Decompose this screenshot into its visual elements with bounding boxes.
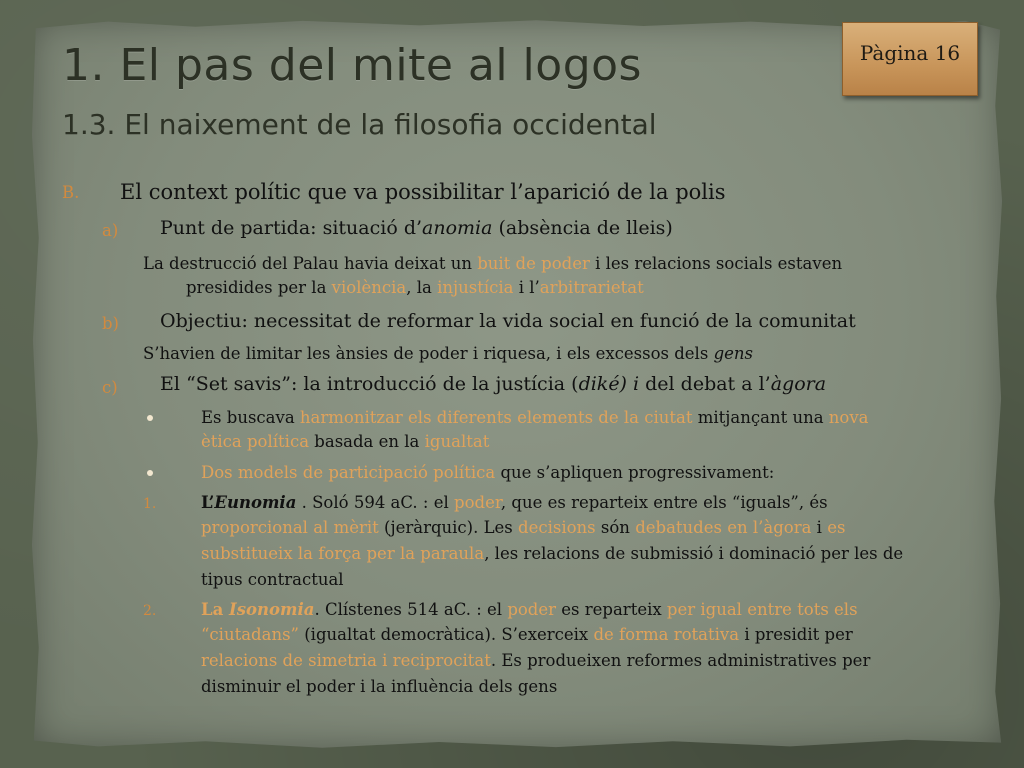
text-run: (jeràrquic). Les (378, 518, 519, 537)
highlight-run: es (827, 518, 846, 537)
item-b-text: Objectiu: necessitat de reformar la vida social en funció de la comunitat (160, 310, 856, 332)
highlight-run: arbitrarietat (539, 278, 644, 297)
text-run: , que es reparteix entre els “iguals”, és (500, 493, 828, 512)
item-a-text-1: Punt de partida: situació d’ (160, 217, 423, 239)
text-run: El “Set savis”: la introducció de la justícia ( (160, 373, 579, 395)
bold-italic-run: Eunomia (214, 493, 297, 512)
text-run: . Clístenes 514 aC. : el (314, 600, 508, 619)
text-run: tipus contractual (201, 570, 344, 589)
item-a-detail-line-2 (186, 278, 644, 297)
text-run: (igualtat democràtica). S’exerceix (298, 625, 594, 644)
highlight-run: harmonitzar els diferents elements de la ciutat (299, 408, 693, 427)
text-run: són (595, 518, 636, 537)
bold-run: L’ (201, 493, 215, 512)
text-run: . Soló 594 aC. : el (296, 493, 455, 512)
slide-subtitle: 1.3. El naixement de la filosofia occidental (62, 108, 657, 141)
highlight-run: substitueix la força per la paraula (201, 544, 485, 563)
italic-run: àgora (770, 373, 827, 395)
bullet-1-line-1 (201, 408, 869, 427)
item-b-marker: b) (102, 314, 119, 333)
item-b-line (160, 310, 856, 332)
text-run: mitjançant una (692, 408, 829, 427)
numbered-item-2-line-3 (201, 651, 870, 670)
highlight-run: violència (331, 278, 407, 297)
highlight-run: per igual entre tots els (666, 600, 858, 619)
item-a-detail-line-1 (143, 254, 842, 273)
numbered-item-1-line-1 (201, 493, 828, 512)
text-run: , la (406, 278, 438, 297)
item-a-italic: anomia (422, 217, 493, 239)
numbered-item-2-line-1 (201, 600, 858, 619)
section-b-heading-text: El context polític que va possibilitar l’aparició de la polis (120, 180, 726, 204)
text-run: que s’apliquen progressivament: (495, 463, 775, 482)
highlight-run: decisions (518, 518, 596, 537)
bullet-1-line-2 (201, 432, 489, 451)
highlight-run: injustícia (437, 278, 514, 297)
text-run: Es buscava (201, 408, 300, 427)
numbered-item-1-marker: 1. (143, 496, 157, 512)
page-number-label: Pàgina 16 (859, 41, 961, 65)
numbered-item-2-line-2 (201, 625, 853, 644)
text-run: es reparteix (556, 600, 667, 619)
text-run: presidides per la (186, 278, 332, 297)
highlight-run: de forma rotativa (593, 625, 740, 644)
item-a-marker: a) (102, 221, 119, 240)
slide-title: 1. El pas del mite al logos (62, 40, 642, 91)
numbered-item-2-marker: 2. (143, 603, 157, 619)
text-run: del debat a l’ (639, 373, 771, 395)
bullet-dot-icon (147, 415, 153, 421)
text-run: , les relacions de submissió i dominació per les de (484, 544, 904, 563)
text-run: i presidit per (739, 625, 853, 644)
text-run: basada en la (309, 432, 425, 451)
item-b-detail (143, 344, 753, 363)
highlight-run: debatudes en l’àgora (635, 518, 812, 537)
highlight-run: relacions de simetria i reciprocitat (201, 651, 491, 670)
highlight-run: poder (507, 600, 557, 619)
numbered-item-1-line-2 (201, 518, 845, 537)
highlight-run: poder (454, 493, 501, 512)
text-run: S’havien de limitar les ànsies de poder i riquesa, i els excessos dels (143, 344, 714, 363)
highlight-run: nova (828, 408, 869, 427)
highlight-run: igualtat (424, 432, 490, 451)
highlight-run: proporcional al mèrit (201, 518, 379, 537)
item-c-line (160, 373, 826, 395)
highlight-run: ètica política (201, 432, 310, 451)
bold-highlight-run: La (201, 600, 230, 619)
item-a-line (160, 217, 673, 239)
text-run: disminuir el poder i la influència dels gens (201, 677, 558, 696)
numbered-item-1-line-3 (201, 544, 903, 563)
section-b-heading (120, 180, 726, 204)
text-run: i les relacions socials estaven (589, 254, 843, 273)
item-a-text-2: (absència de lleis) (492, 217, 673, 239)
text-run: . Es produeixen reformes administratives per (490, 651, 871, 670)
text-run: i l’ (513, 278, 540, 297)
italic-run: gens (713, 344, 753, 363)
section-b-marker: B. (62, 183, 80, 202)
text-run: La destrucció del Palau havia deixat un (143, 254, 478, 273)
highlight-run: buit de poder (477, 254, 590, 273)
item-c-marker: c) (102, 378, 118, 397)
numbered-item-1-line-4 (201, 570, 344, 589)
text-run: i (811, 518, 828, 537)
bold-italic-highlight-run: Isonomia (229, 600, 315, 619)
italic-run: diké) i (578, 373, 640, 395)
bullet-dot-icon (147, 470, 153, 476)
highlight-run: Dos models de participació política (201, 463, 496, 482)
bullet-2-line (201, 463, 774, 482)
numbered-item-2-line-4 (201, 677, 557, 696)
highlight-run: “ciutadans” (201, 625, 299, 644)
